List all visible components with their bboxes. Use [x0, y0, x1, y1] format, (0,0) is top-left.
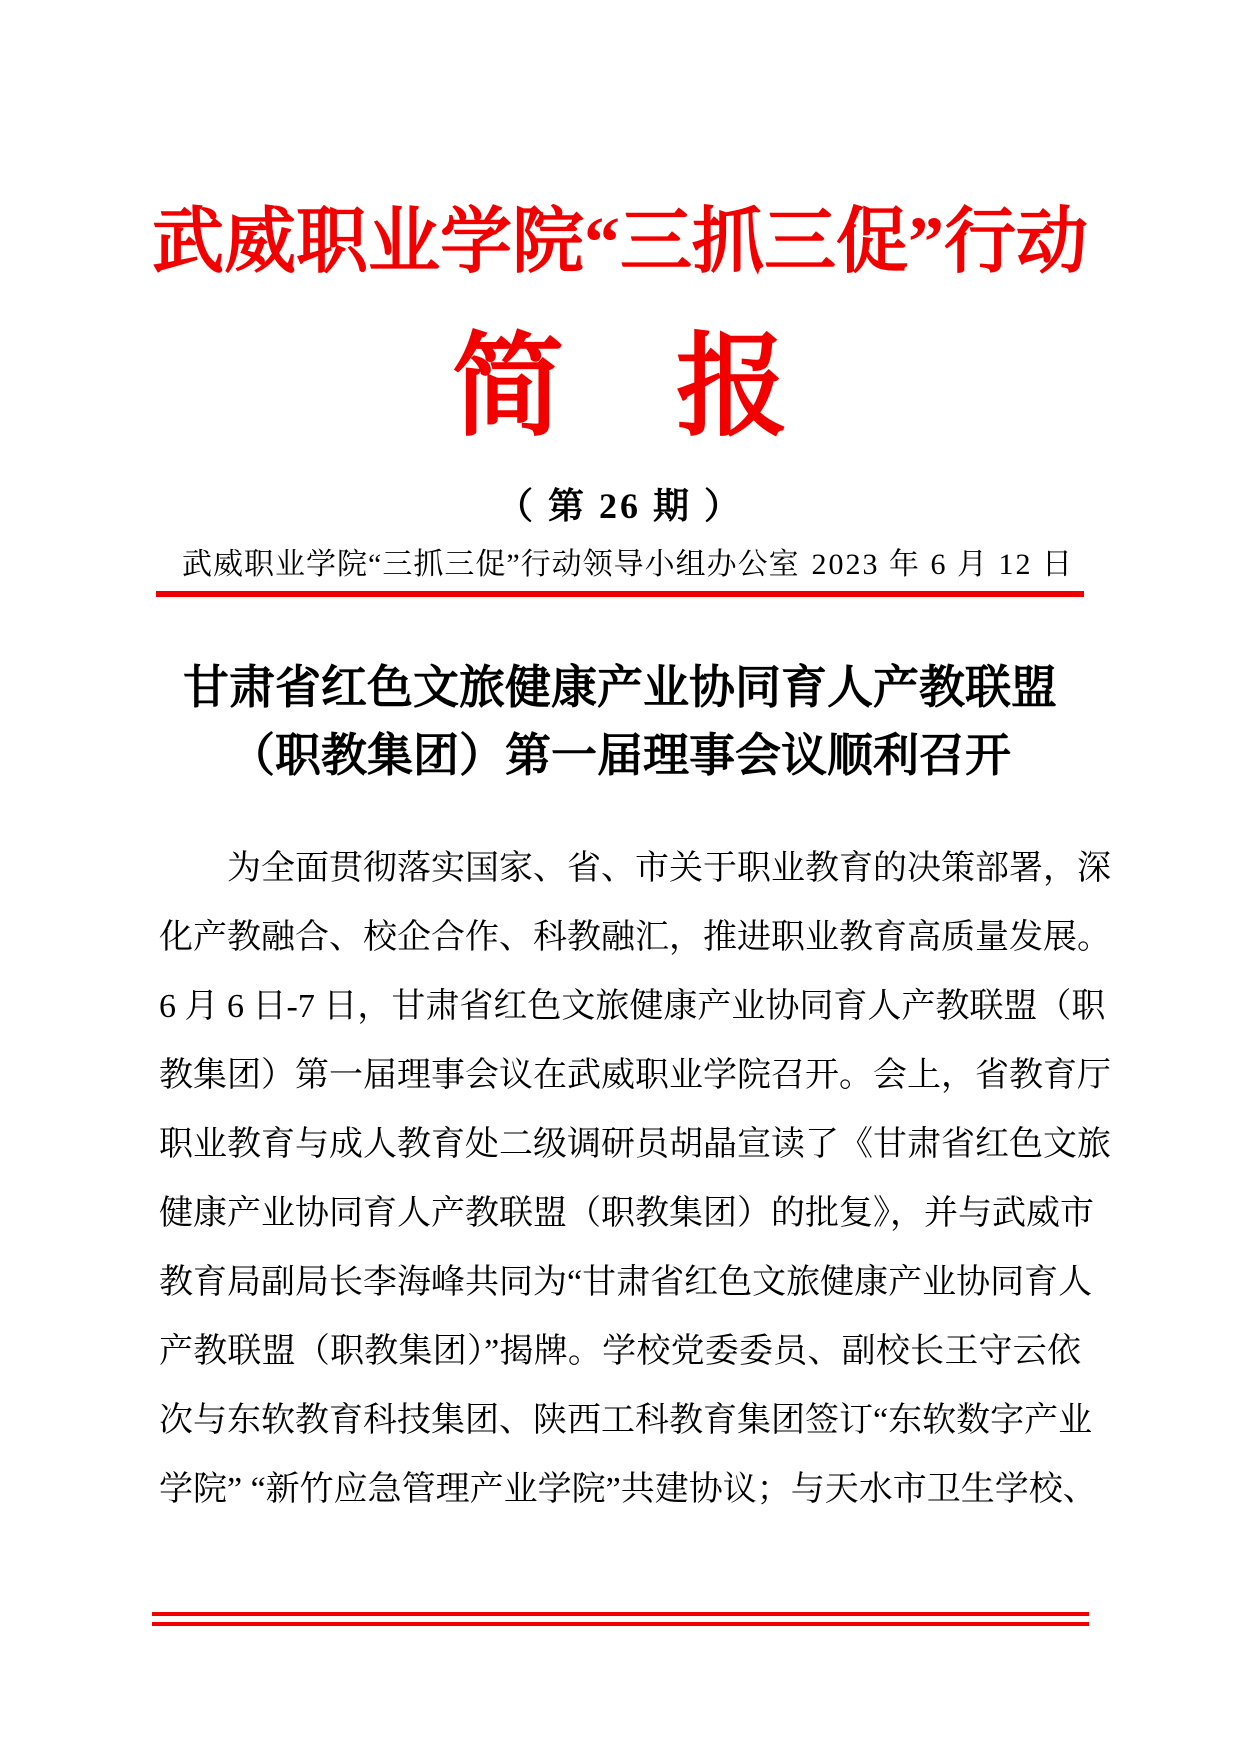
body-line: 产教联盟（职教集团）”揭牌。学校党委委员、副校长王守云依	[159, 1333, 1081, 1370]
body-line: 健康产业协同育人产教联盟（职教集团）的批复》，并与武威市	[159, 1195, 1094, 1232]
body-line: 学院” “新竹应急管理产业学院”共建协议；与天水市卫生学校、	[159, 1471, 1097, 1508]
body-line: 化产教融合、校企合作、科教融汇，推进职业教育高质量发展。	[159, 919, 1111, 956]
body-line: 职业教育与成人教育处二级调研员胡晶宣读了《甘肃省红色文旅	[159, 1126, 1111, 1163]
issue-date: 2023 年 6 月 12 日	[811, 548, 1074, 581]
body-line: 教集团）第一届理事会议在武威职业学院召开。会上，省教育厅	[159, 1057, 1111, 1094]
article-title-line2: （职教集团）第一届理事会议顺利召开	[229, 730, 1011, 781]
masthead-banner: 简 报	[452, 326, 788, 450]
body-line: 6 月 6 日-7 日，甘肃省红色文旅健康产业协同育人产教联盟（职	[159, 988, 1106, 1025]
issue-number: （ 第 26 期 ）	[496, 486, 743, 526]
masthead-title: 武威职业学院“三抓三促”行动	[151, 202, 1088, 282]
header-rule-divider	[156, 591, 1084, 597]
article-title-line1: 甘肃省红色文旅健康产业协同育人产教联盟	[183, 662, 1057, 713]
footer-rule-divider	[152, 1612, 1089, 1626]
issuer-office: 武威职业学院“三抓三促”行动领导小组办公室	[182, 548, 800, 581]
article-body	[159, 834, 1111, 1524]
article-title	[120, 654, 1120, 790]
body-line: 次与东软教育科技集团、陕西工科教育集团签订“东软数字产业	[159, 1402, 1093, 1439]
body-line: 教育局副局长李海峰共同为“甘肃省红色文旅健康产业协同育人	[159, 1264, 1093, 1301]
issuer-row	[156, 550, 1084, 580]
body-line: 为全面贯彻落实国家、省、市关于职业教育的决策部署，深	[227, 850, 1111, 887]
